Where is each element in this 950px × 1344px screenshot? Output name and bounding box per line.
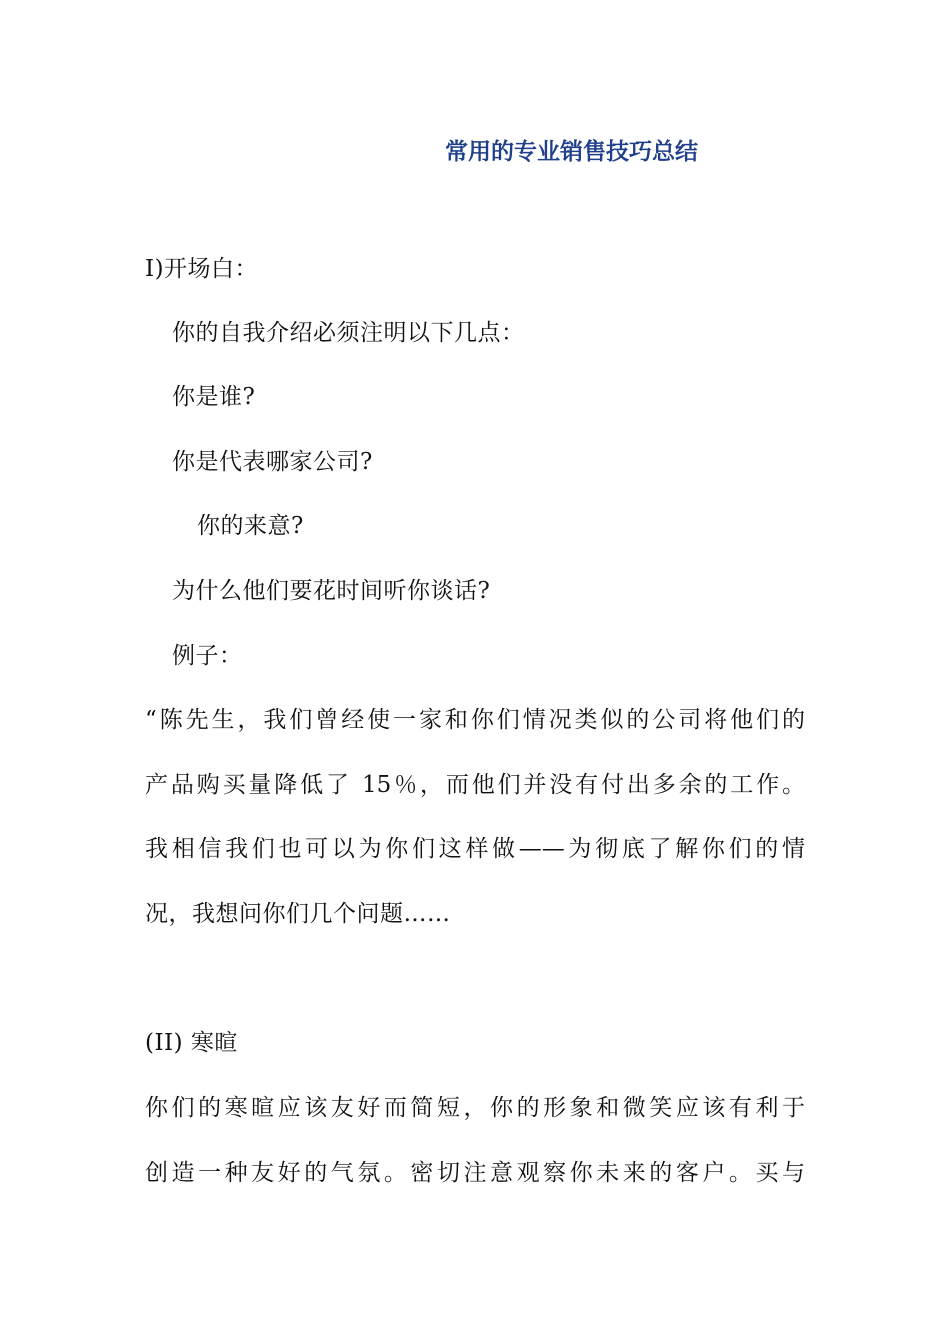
example-line-1: “陈先生，我们曾经使一家和你们情况类似的公司将他们的: [145, 707, 805, 733]
document-title: 常用的专业销售技巧总结: [445, 139, 698, 165]
greeting-paragraph-line-1: 你们的寒暄应该友好而简短，你的形象和微笑应该有利于: [145, 1095, 805, 1121]
intro-question-who: 你是谁?: [172, 384, 256, 410]
example-line-3: 我相信我们也可以为你们这样做——为彻底了解你们的情: [145, 836, 805, 862]
section-1-heading: I)开场白：: [145, 256, 259, 282]
example-line-4: 况，我想问你们几个问题……: [145, 901, 451, 927]
greeting-paragraph-line-2: 创造一种友好的气氛。密切注意观察你未来的客户。买与: [145, 1160, 805, 1186]
example-label: 例子：: [172, 643, 243, 669]
intro-instruction-line: 你的自我介绍必须注明以下几点：: [172, 320, 525, 346]
intro-question-purpose: 你的来意?: [197, 513, 304, 539]
example-line-2: 产品购买量降低了 15％，而他们并没有付出多余的工作。: [145, 772, 805, 798]
section-2-heading: (II) 寒暄: [145, 1030, 238, 1056]
intro-question-why-listen: 为什么他们要花时间听你谈话?: [172, 578, 491, 604]
intro-question-company: 你是代表哪家公司?: [172, 449, 373, 475]
